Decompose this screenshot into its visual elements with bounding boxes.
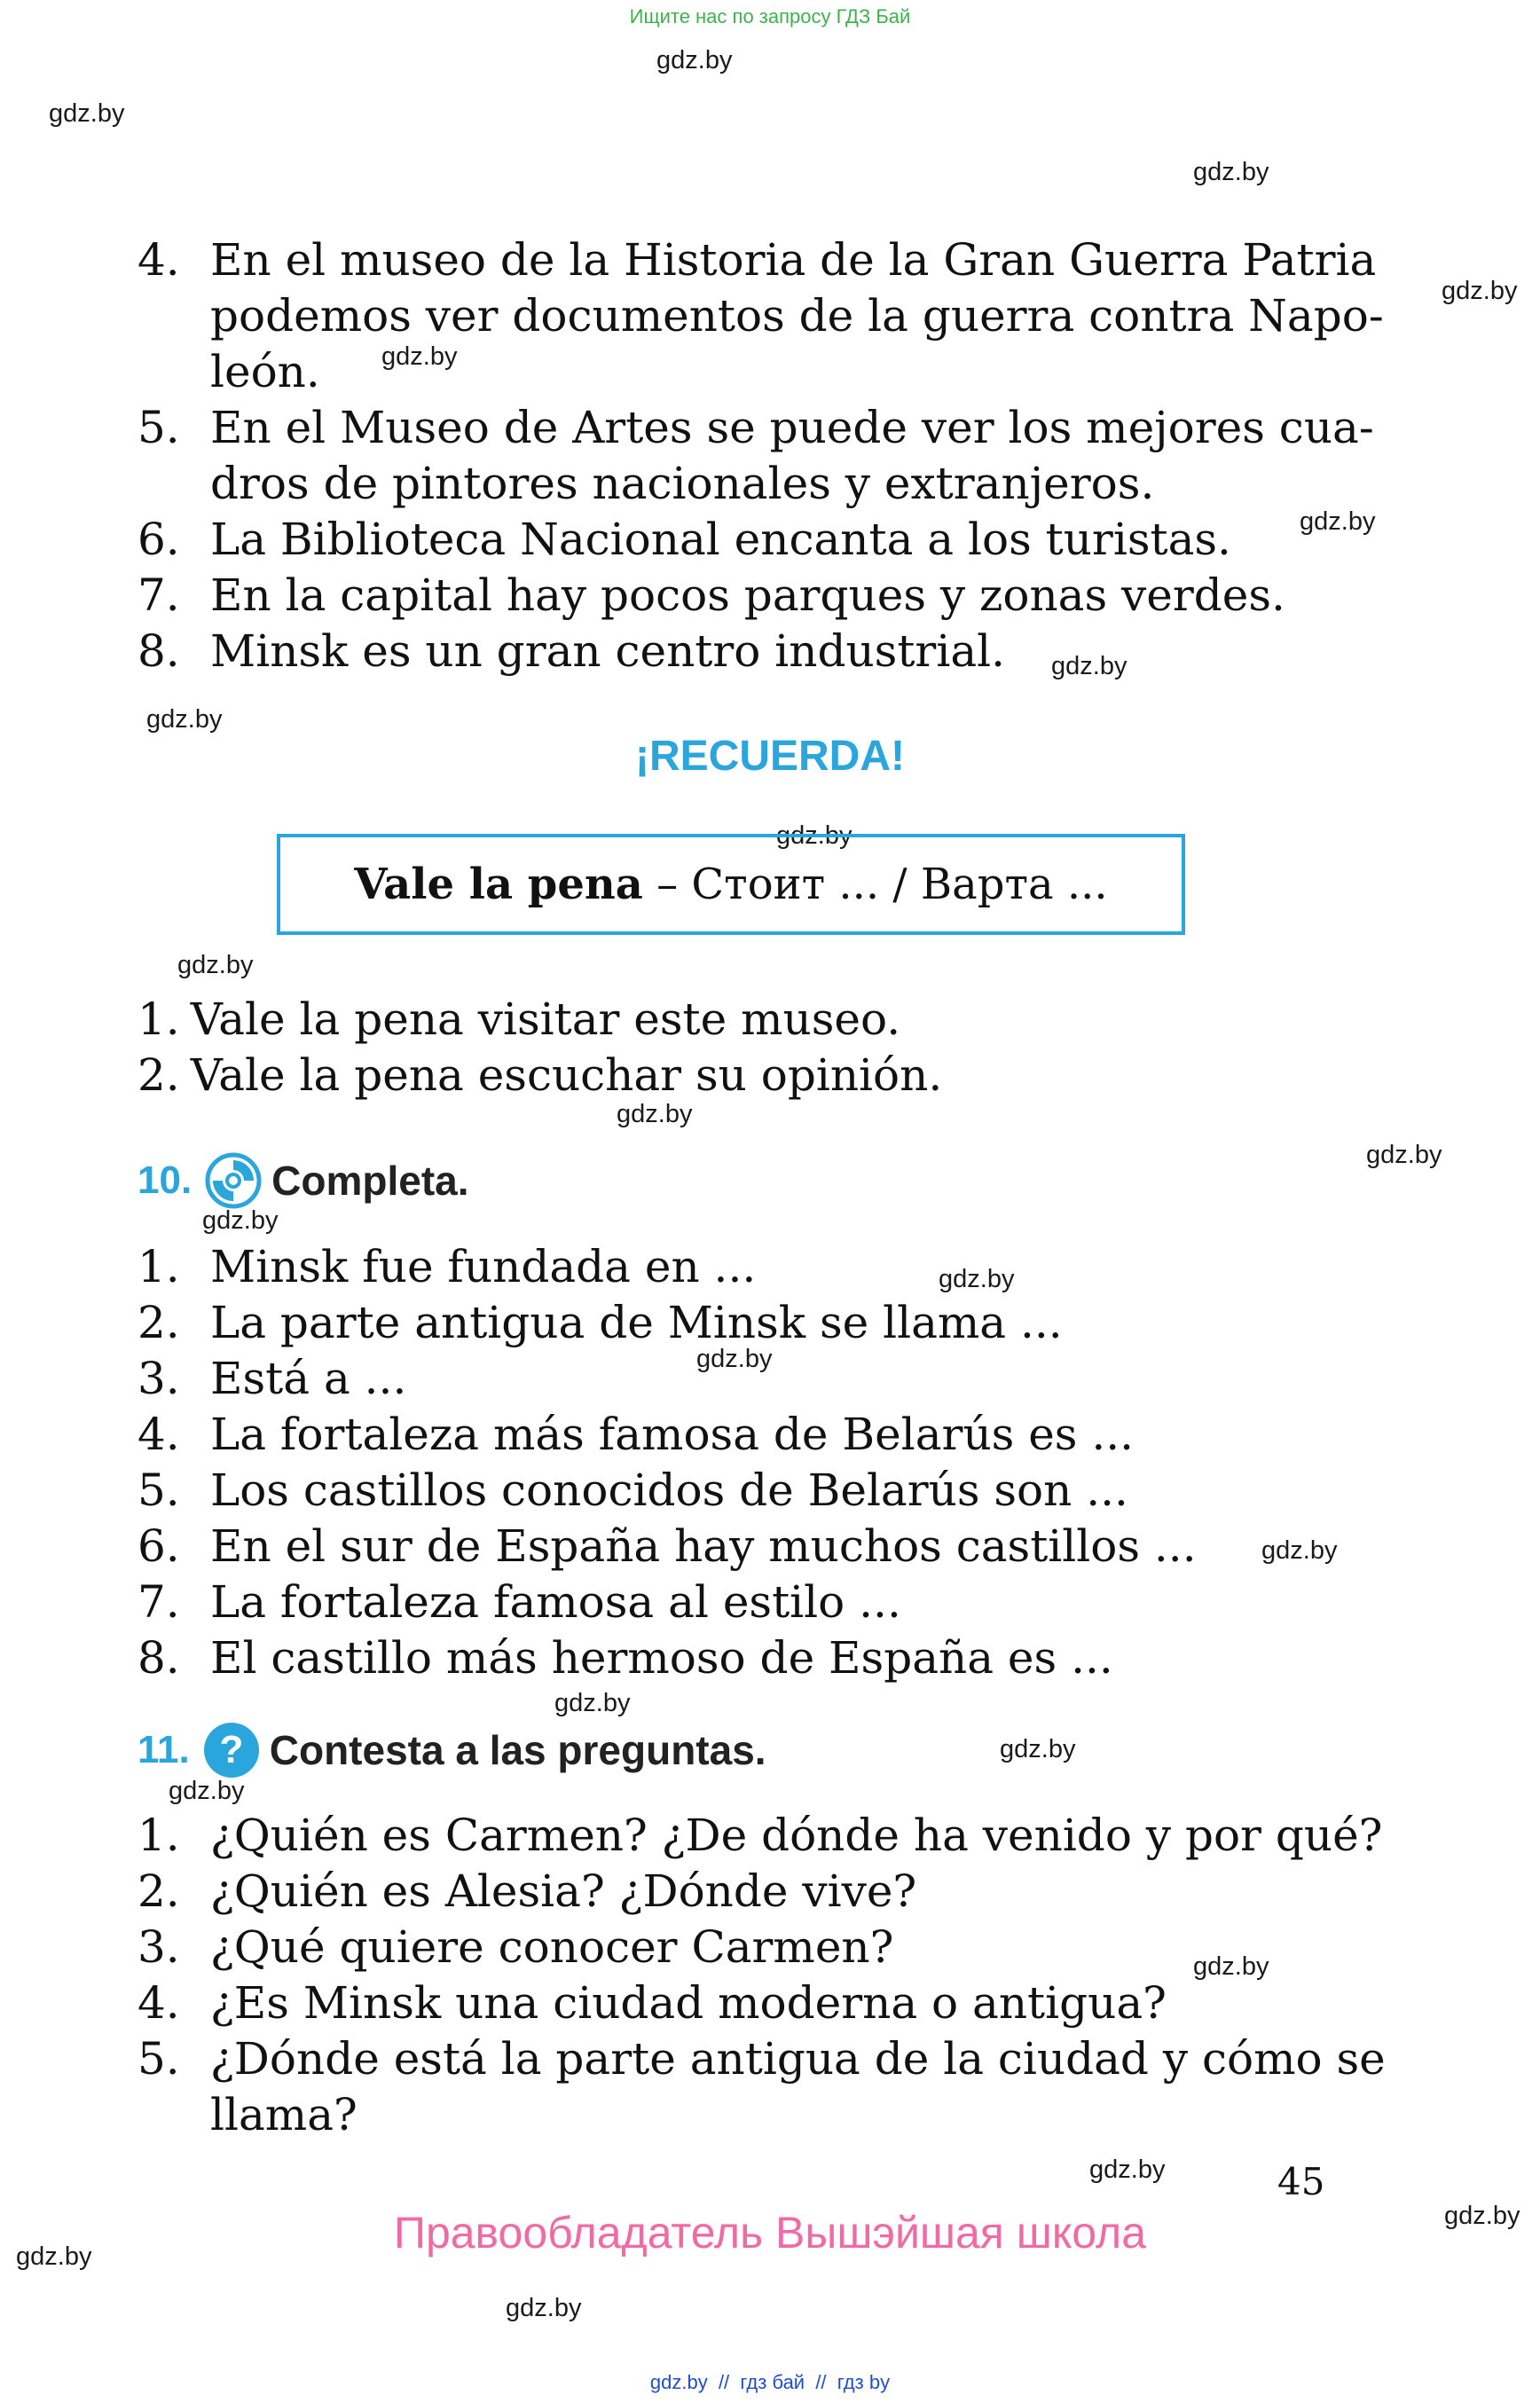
item-number: 8. — [138, 1632, 180, 1684]
watermark: gdz.by — [939, 1265, 1015, 1293]
item-number: 4. — [138, 234, 180, 286]
item-text: Vale la pena visitar este museo. — [190, 993, 901, 1045]
watermark: gdz.by — [1193, 1952, 1269, 1981]
item-text: ¿Qué quiere conocer Carmen? — [210, 1921, 894, 1973]
list-item — [138, 1407, 1197, 1463]
item-text: La parte antigua de Minsk se llama ... — [210, 1297, 1063, 1348]
item-number: 4. — [138, 1977, 180, 2029]
recuerda-heading: ¡RECUERDA! — [635, 733, 905, 780]
item-text: Minsk es un gran centro industrial. — [210, 625, 1006, 677]
watermark: gdz.by — [1366, 1141, 1442, 1169]
item-number: 7. — [138, 569, 180, 621]
watermark: gdz.by — [16, 2242, 92, 2271]
item-text: ¿Quién es Carmen? ¿De dónde ha venido y por qué? — [210, 1810, 1383, 1861]
item-text: Está a ... — [210, 1353, 407, 1404]
exercise-11-list — [138, 1808, 1386, 2143]
item-number: 7. — [138, 1576, 180, 1628]
watermark: gdz.by — [49, 99, 125, 128]
item-number: 6. — [138, 514, 180, 565]
exercise-number: 10. — [138, 1158, 192, 1202]
item-number: 3. — [138, 1921, 180, 1973]
phrase-spanish: Vale la pena — [354, 860, 643, 909]
page-number: 45 — [1277, 2160, 1325, 2203]
item-number: 1. — [138, 1810, 180, 1861]
exercise-10-heading — [138, 1150, 469, 1212]
top-search-note: Ищите нас по запросу ГДЗ Бай — [629, 5, 911, 27]
bottom-note: gdz.by // гдз бай // гдз by — [649, 2371, 891, 2393]
list-item — [138, 1048, 942, 1103]
watermark: gdz.by — [169, 1777, 245, 1805]
list-item — [138, 1239, 1197, 1295]
item-text: En la capital hay pocos parques y zonas verdes. — [210, 569, 1285, 621]
statement-list — [138, 232, 1384, 679]
item-text: En el museo de la Historia de la Gran Guerra Patria podemos ver documentos de la guerra contra Napo- león. — [210, 234, 1384, 397]
example-list — [138, 992, 942, 1103]
list-item — [138, 568, 1384, 624]
exercise-10-list — [138, 1239, 1197, 1686]
item-number: 1. — [138, 1241, 180, 1292]
item-number: 5. — [138, 2033, 180, 2085]
item-number: 4. — [138, 1409, 180, 1460]
item-text: En el sur de España hay muchos castillos ... — [210, 1520, 1197, 1572]
list-item — [138, 1351, 1197, 1407]
exercise-title: Completa. — [271, 1158, 469, 1204]
item-text: Minsk fue fundada en ... — [210, 1241, 757, 1292]
item-number: 6. — [138, 1520, 180, 1572]
watermark: gdz.by — [381, 342, 458, 371]
list-item — [138, 2031, 1386, 2143]
item-text: La Biblioteca Nacional encanta a los turistas. — [210, 514, 1231, 565]
recuerda-box — [277, 834, 1185, 935]
item-number: 5. — [138, 402, 180, 453]
watermark: gdz.by — [146, 705, 223, 734]
item-text: La fortaleza famosa al estilo ... — [210, 1576, 901, 1628]
item-number: 2. — [138, 1049, 180, 1101]
list-item — [138, 1295, 1197, 1351]
item-text: ¿Dónde está la parte antigua de la ciudad y cómo se llama? — [210, 2033, 1386, 2140]
watermark: gdz.by — [776, 821, 852, 850]
item-text: El castillo más hermoso de España es ... — [210, 1632, 1113, 1684]
list-item — [138, 1463, 1197, 1519]
watermark: gdz.by — [1000, 1735, 1076, 1763]
item-number: 2. — [138, 1865, 180, 1917]
question-mark-icon — [202, 1721, 261, 1779]
watermark: gdz.by — [1442, 277, 1518, 305]
phrase-translation: – Стоит ... / Варта ... — [642, 860, 1108, 909]
watermark: gdz.by — [1261, 1536, 1338, 1565]
item-text: ¿Quién es Alesia? ¿Dónde vive? — [210, 1865, 917, 1917]
exercise-title: Contesta a las preguntas. — [269, 1727, 766, 1773]
item-text: En el Museo de Artes se puede ver los mejores cua- dros de pintores nacionales y extranjeros. — [210, 402, 1374, 509]
item-text: Vale la pena escuchar su opinión. — [190, 1049, 943, 1101]
watermark: gdz.by — [1193, 158, 1269, 186]
list-item — [138, 1630, 1197, 1686]
item-number: 1. — [138, 993, 180, 1045]
exercise-number: 11. — [138, 1728, 190, 1771]
watermark: gdz.by — [554, 1689, 631, 1717]
watermark: gdz.by — [656, 46, 733, 75]
watermark: gdz.by — [1300, 507, 1376, 536]
item-text: Los castillos conocidos de Belarús son ... — [210, 1465, 1128, 1516]
list-item — [138, 1975, 1386, 2031]
watermark: gdz.by — [1089, 2156, 1166, 2184]
cd-disc-icon — [204, 1151, 263, 1210]
watermark: gdz.by — [506, 2294, 582, 2322]
item-number: 3. — [138, 1353, 180, 1404]
list-item — [138, 400, 1384, 512]
item-number: 5. — [138, 1465, 180, 1516]
list-item — [138, 512, 1384, 568]
list-item — [138, 232, 1384, 400]
item-text: ¿Es Minsk una ciudad moderna o antigua? — [210, 1977, 1167, 2029]
watermark: gdz.by — [1444, 2202, 1520, 2230]
svg-text:?: ? — [219, 1728, 244, 1771]
list-item — [138, 992, 942, 1048]
watermark: gdz.by — [1051, 652, 1128, 680]
copyright-notice: Правообладатель Вышэйшая школа — [394, 2208, 1146, 2258]
exercise-11-heading — [138, 1719, 766, 1781]
list-item — [138, 1575, 1197, 1630]
watermark: gdz.by — [202, 1206, 279, 1235]
watermark: gdz.by — [696, 1345, 773, 1373]
list-item — [138, 624, 1384, 679]
list-item — [138, 1519, 1197, 1575]
watermark: gdz.by — [177, 951, 254, 979]
list-item — [138, 1808, 1386, 1864]
item-number: 2. — [138, 1297, 180, 1348]
item-number: 8. — [138, 625, 180, 677]
watermark: gdz.by — [617, 1100, 693, 1128]
list-item — [138, 1864, 1386, 1920]
item-text: La fortaleza más famosa de Belarús es ... — [210, 1409, 1135, 1460]
list-item — [138, 1920, 1386, 1975]
